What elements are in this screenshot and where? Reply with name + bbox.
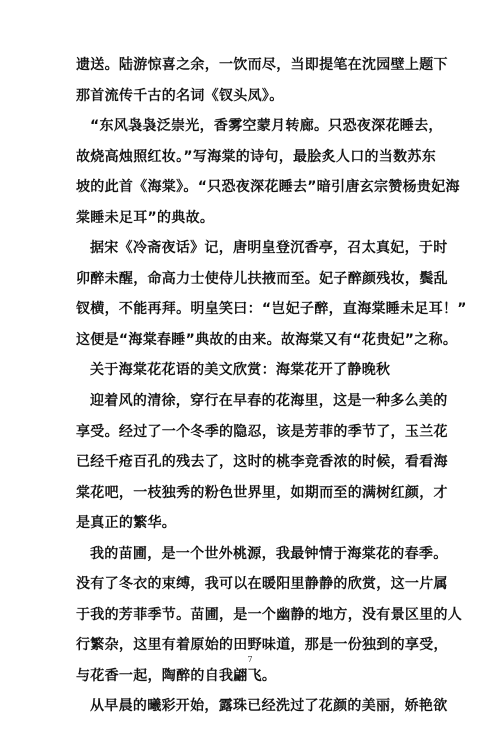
text-line: 据宋《冷斋夜话》记，唐明皇登沉香亭，召太真妃，于时 [90,240,448,257]
text-line: 与花香一起，陶醉的自我翩飞。 [76,667,277,684]
text-line: 是真正的繁华。 [76,515,177,532]
text-line: 遗送。陆游惊喜之余，一饮而尽，当即提笔在沈园壁上题下 [76,57,448,73]
text-line: 享受。经过了一个冬季的隐忍，该是芳菲的季节了，玉兰花 [76,423,448,440]
text-line: 于我的芳菲季节。苗圃，是一个幽静的地方，没有景区里的人 [76,606,463,623]
text-line: 坡的此首《海棠》。“只恐夜深花睡去”暗引唐玄宗赞杨贵妃海 [76,179,460,196]
text-line: 从早晨的曦彩开始，露珠已经洗过了花颜的美丽，娇艳欲 [90,698,448,715]
document-body [76,57,467,730]
text-line: 那首流传千古的名词《钗头凤》。 [76,87,284,104]
text-line: 行繁杂，这里有着原始的田野味道，那是一份独到的享受， [76,637,448,654]
text-line: 这便是“海棠春睡”典故的由来。故海棠又有“花贵妃”之称。 [76,331,458,348]
text-line: 没有了冬衣的束缚，我可以在暖阳里静静的欣赏，这一片属 [76,576,448,593]
page-number: 7 [247,655,253,664]
text-line: 卯醉未醒，命高力士使侍儿扶掖而至。妃子醉颜残妆，鬓乱 [76,270,448,287]
text-line: 迎着风的清徐，穿行在早春的花海里，这是一种多么美的 [90,393,448,410]
text-line: 我的苗圃，是一个世外桃源，我最钟情于海棠花的春季。 [90,545,448,562]
text-line: “东风袅袅泛崇光，香雾空蒙月转廊。只恐夜深花睡去， [90,118,443,135]
text-line: 已经千疮百孔的残去了，这时的桃李竞香浓的时候，看看海 [76,454,448,471]
text-line: 钗横，不能再拜。明皇笑曰：“岂妃子醉，直海棠睡未足耳！” [76,301,467,318]
text-line: 棠睡未足耳”的典故。 [76,209,215,226]
text-line: 故烧高烛照红妆。”写海棠的诗句，最脍炙人口的当数苏东 [76,148,436,165]
section-heading: 关于海棠花花语的美文欣赏：海棠花开了静晚秋 [90,362,391,379]
text-line: 棠花吧，一枝独秀的粉色世界里，如期而至的满树红颜，才 [76,484,448,501]
